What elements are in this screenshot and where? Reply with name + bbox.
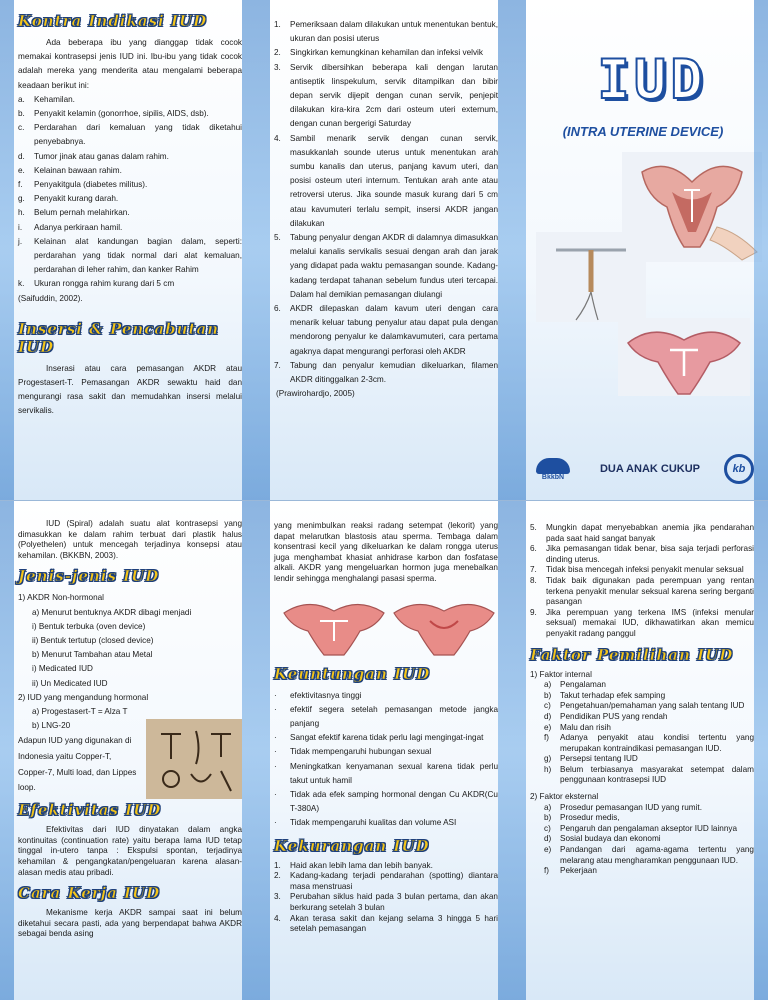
list-text: Kelainan bawaan rahim. xyxy=(34,165,122,175)
list-text: Kelainan alat kandungan bagian dalam, seperti: perdarahan yang tidak normal dari alat kemaluan, perdarahan di leher rahim, dan kanker Rahim xyxy=(34,236,242,275)
list-marker: · xyxy=(274,747,277,757)
list-marker: 6. xyxy=(274,304,281,314)
list-marker: a. xyxy=(18,94,25,104)
panel-kontra-indikasi xyxy=(0,0,256,500)
list-marker: i. xyxy=(18,222,23,232)
list-text: Tidak baik digunakan pada perempuan yang rentan terkena penyakit menular seksual karena sering berganti pasangan xyxy=(546,575,754,607)
faktor-eksternal-label: 2) Faktor eksternal xyxy=(530,792,599,802)
list-marker: · xyxy=(274,690,277,700)
list-text: Malu dan risih xyxy=(560,722,611,732)
list-item xyxy=(18,164,242,178)
jenis-a-ii: ii) Bentuk tertutup (closed device) xyxy=(32,635,154,645)
list-text: Belum pernah melahirkan. xyxy=(34,208,130,218)
list-item xyxy=(274,788,498,816)
list-item xyxy=(544,680,754,691)
list-item xyxy=(274,892,498,913)
list-text: Pemeriksaan dalam dilakukan untuk menentukan bentuk, ukuran dan posisi uterus xyxy=(290,20,498,44)
list-text: AKDR dilepaskan dalam kavum uteri dengan cara menarik keluar tabung penyalur atau dapat pula dengan mendorong penyalur ke dalamkavumuteri, cara pertama agaknya dapat mengurangi perforasi oleh AKDR xyxy=(290,304,498,356)
list-marker: f) xyxy=(544,866,550,876)
list-item xyxy=(18,192,242,206)
list-text: Tidak bisa mencegah infeksi penyakit menular seksual xyxy=(546,565,744,575)
faktor-eksternal-list xyxy=(544,803,754,877)
list-text: Ukuran rongga rahim kurang dari 5 cm xyxy=(34,279,175,289)
panel-jenis xyxy=(0,501,256,1000)
list-text: Pengetahuan/pemahaman yang salah tentang IUD xyxy=(560,701,745,711)
kb-logo-text: kb xyxy=(732,463,746,475)
iud-device-icon xyxy=(536,232,646,322)
list-marker: a) xyxy=(544,680,552,690)
cara-kerja-continued: yang menimbulkan reaksi radang setempat (lekorit) yang dapat melarutkan blastosis atau sperma. Tembaga dalam konsentrasi kecil yang dikeluarkan ke dalam rongga uterus juga menghambat khasiat anhidrase karbon dan fosfatase alkali. AKDR yang mengeluarkan hormon juga menebalkan lendir sehingga menghalangi pasasi sperma. xyxy=(274,521,498,583)
list-text: Pekerjaan xyxy=(560,866,597,876)
list-text: Tabung penyalur dengan AKDR di dalamnya dimasukkan melalui kanalis servikalis sesuai dengan arah dan jarak yang didapat pada waktu pemasangan sounde. Kadang-kadang terdapat tahanan sebelum fundus uteri tercapai. Dalam hal demikian pemasangan diulangi xyxy=(290,233,498,299)
kekurangan-list-part2 xyxy=(530,523,754,640)
list-item xyxy=(544,701,754,712)
list-marker: 1. xyxy=(274,20,281,29)
list-marker: 5. xyxy=(274,233,281,243)
list-item xyxy=(544,803,754,814)
list-item xyxy=(274,914,498,935)
list-marker: 3. xyxy=(274,62,281,72)
list-item xyxy=(18,235,242,278)
heading-kekurangan: Kekurangan IUD xyxy=(274,836,430,855)
heading-insersi: Insersi & Pencabutan IUD xyxy=(18,319,220,356)
list-item xyxy=(274,871,498,892)
list-marker: · xyxy=(274,818,277,828)
list-item xyxy=(274,745,498,759)
kekurangan-list-part1 xyxy=(274,861,498,935)
list-text: Belum terbiasanya masyarakat setempat dalam penggunaan kontrasepsi IUD xyxy=(560,764,754,785)
list-item xyxy=(530,523,754,544)
list-marker: a) xyxy=(544,802,552,812)
list-marker: b) xyxy=(544,690,552,700)
list-item xyxy=(274,760,498,788)
list-text: Servik dibersihkan beberapa kali dengan larutan antiseptik linspekulum, servik ditampilkan dan bibir depan servik dijepit dengan cunan servik, penjepit dilakukan kira-kira 2cm dari osteum uteri externum, dengan cunan bergerigi Saturday xyxy=(290,62,498,129)
steps-list xyxy=(274,18,498,387)
list-text: Pandangan dari agama-agama tertentu yang melarang atau mengharamkan penggunaan IUD. xyxy=(560,845,754,865)
list-text: Jika pemasangan tidak benar, bisa saja terjadi perforasi dinding uterus. xyxy=(546,544,754,564)
intro-text: IUD (Spiral) adalah suatu alat kontrasepsi yang dimasukkan ke dalam rahim terbuat dari plastik halus (Polyethelen) untuk mencegah terjadinya konsepsi atau kehamilan. (BKKBN, 2003). xyxy=(18,519,242,560)
list-item xyxy=(544,813,754,824)
list-text: Tidak ada efek samping hormonal dengan Cu AKDR(Cu T-380A) xyxy=(290,789,498,814)
list-text: Tidak mempengaruhi kualitas dan volume ASI xyxy=(290,818,457,828)
kontra-list xyxy=(18,93,242,292)
jenis-indo-row xyxy=(18,719,242,799)
list-marker: 9. xyxy=(530,607,537,617)
list-marker: 3. xyxy=(274,892,281,902)
list-text: Kehamilan. xyxy=(34,94,75,104)
faktor-internal-label: 1) Faktor internal xyxy=(530,669,592,679)
list-marker: h) xyxy=(544,764,552,774)
list-marker: · xyxy=(274,704,277,714)
list-text: Adanya penyakit atau kondisi tertentu yang merupakan kontraindikasi pemasangan IUD. xyxy=(560,733,754,753)
list-marker: 8. xyxy=(530,575,537,585)
list-item xyxy=(274,231,498,302)
list-item xyxy=(544,834,754,845)
list-text: Persepsi tentang IUD xyxy=(560,754,638,764)
list-text: efektivitasnya tinggi xyxy=(290,690,362,700)
jenis-indo-text: Adapun IUD yang digunakan di Indonesia yaitu Copper-T, Copper-7, Multi load, dan Lippes loop. xyxy=(18,736,137,793)
list-marker: · xyxy=(274,789,277,799)
list-item xyxy=(274,703,498,731)
list-marker: c. xyxy=(18,123,25,133)
list-item xyxy=(544,866,754,877)
list-item xyxy=(530,544,754,565)
list-item xyxy=(18,150,242,164)
list-text: Tidak mempengaruhi hubungan sexual xyxy=(290,747,432,757)
bkkbn-logo xyxy=(530,458,576,481)
cover-subtitle: (INTRA UTERINE DEVICE) xyxy=(562,124,724,139)
list-marker: b. xyxy=(18,109,25,119)
list-text: Sangat efektif karena tidak perlu lagi mengingat-ingat xyxy=(290,733,484,743)
list-marker: b) xyxy=(544,813,552,823)
heading-keuntungan: Keuntungan IUD xyxy=(274,664,431,683)
list-item xyxy=(530,565,754,576)
list-item xyxy=(544,754,754,765)
uterus-with-iud-icon xyxy=(618,318,750,396)
list-text: Mungkin dapat menyebabkan anemia jika pendarahan pada saat haid sangat banyak xyxy=(546,523,754,543)
list-marker: 2. xyxy=(274,871,281,881)
list-item xyxy=(18,277,242,291)
list-item xyxy=(544,733,754,754)
list-text: Singkirkan kemungkinan kehamilan dan infeksi velvik xyxy=(290,48,483,58)
list-item xyxy=(544,691,754,702)
list-text: Haid akan lebih lama dan lebih banyak. xyxy=(290,860,433,870)
panel-faktor-pemilihan xyxy=(512,501,768,1000)
heading-faktor-pemilihan: Faktor Pemilihan IUD xyxy=(530,645,734,664)
heading-kontra-indikasi: Kontra Indikasi IUD xyxy=(18,12,208,30)
list-item xyxy=(274,689,498,703)
list-marker: g. xyxy=(18,194,25,204)
panel-cover xyxy=(512,0,768,500)
list-marker: e. xyxy=(18,165,25,175)
list-text: Prosedur medis, xyxy=(560,813,620,823)
list-text: Tabung dan penyalur kemudian dikeluarkan, filamen AKDR ditinggalkan 2-3cm. xyxy=(290,360,498,385)
insersi-text: Inserasi atau cara pemasangan AKDR atau Progestasert-T. Pemasangan AKDR sewaktu haid dan mengurangi rasa sakit dan memudahkan insersi melalui servikalis. xyxy=(18,363,242,416)
list-item xyxy=(18,93,242,107)
list-text: Prosedur pemasangan IUD yang rumit. xyxy=(560,802,702,812)
iud-types-photo-icon xyxy=(146,719,242,799)
faktor-internal-list xyxy=(544,680,754,786)
list-item xyxy=(544,712,754,723)
list-text: Meningkatkan kenyamanan sexual karena tidak perlu takut untuk hamil xyxy=(290,761,498,785)
uterus-diagram-icon xyxy=(280,595,498,657)
list-item xyxy=(274,61,498,132)
list-item xyxy=(18,121,242,149)
list-text: Adanya perkiraan hamil. xyxy=(34,222,123,232)
list-item xyxy=(544,723,754,734)
list-item xyxy=(544,845,754,866)
list-item xyxy=(530,576,754,608)
heading-cara-kerja: Cara Kerja IUD xyxy=(18,884,161,903)
list-text: efektif segera setelah pemasangan metode jangka panjang xyxy=(290,704,498,728)
list-item xyxy=(544,824,754,835)
list-text: Kadang-kadang terjadi pendarahan (spotting) diantara masa menstruasi xyxy=(290,871,498,891)
cover-footer xyxy=(530,452,754,486)
list-marker: e) xyxy=(544,722,552,732)
list-text: Sosial budaya dan ekonomi xyxy=(560,834,661,844)
list-item xyxy=(274,46,498,60)
list-text: Takut terhadap efek samping xyxy=(560,690,666,700)
heading-efektivitas: Efektivitas IUD xyxy=(18,801,162,820)
kontra-source: (Saifuddin, 2002). xyxy=(18,293,83,303)
list-item xyxy=(544,765,754,786)
list-text: Pengalaman xyxy=(560,680,606,690)
list-marker: d) xyxy=(544,834,552,844)
bkkbn-logo-text: BkkbN xyxy=(541,473,565,481)
list-item xyxy=(274,359,498,387)
list-text: Akan terasa sakit dan kejang selama 3 hingga 5 hari setelah pemasangan xyxy=(290,913,498,934)
cover-title: IUD xyxy=(597,48,707,111)
jenis-b: b) Menurut Tambahan atau Metal xyxy=(32,650,153,660)
list-item xyxy=(274,731,498,745)
list-item xyxy=(274,861,498,872)
keuntungan-list xyxy=(274,689,498,831)
jenis-a-i: i) Bentuk terbuka (oven device) xyxy=(32,621,146,631)
list-marker: 6. xyxy=(530,544,537,554)
list-text: Perdarahan dari kemaluan yang tidak diketahui penyebabnya. xyxy=(34,123,242,147)
list-marker: 7. xyxy=(274,360,281,370)
list-marker: c) xyxy=(544,701,551,711)
jenis-b-ii: ii) Un Medicated IUD xyxy=(32,678,108,688)
jenis-l2a: a) Progestasert-T = Alza T xyxy=(32,707,128,716)
list-marker: h. xyxy=(18,208,25,218)
jenis-l1: 1) AKDR Non-hormonal xyxy=(18,593,105,603)
list-text: Perubahan siklus haid pada 3 bulan pertama, dan akan berkurang setelah 3 bulan xyxy=(290,892,498,912)
list-marker: g) xyxy=(544,754,552,764)
brochure-inside xyxy=(0,500,768,1000)
list-item xyxy=(274,816,498,830)
cara-kerja-text: Mekanisme kerja AKDR sampai saat ini belum diketahui secara pasti, ada yang berpendapat bahwa AKDR sebagai benda asing xyxy=(18,908,242,939)
list-text: Pendidikan PUS yang rendah xyxy=(560,711,668,721)
list-text: Jika perempuan yang terkena IMS (infeksi menular seksual) memakai IUD, dikhawatirkan akan memicu penyakit radang panggul xyxy=(546,607,754,638)
kontra-intro: Ada beberapa ibu yang dianggap tidak cocok memakai kontrasepsi jenis IUD ini. Ibu-ibu yang tidak cocok adalah mereka yang menderita atau mengalami beberapa keadaan berikut ini: xyxy=(18,38,242,90)
efektivitas-text: Efektivitas dari IUD dinyatakan dalam angka kontinuitas (continuation rate) yaitu berapa lama IUD tetap tinggal in-utero tanpa : Ekspulsi spontan, terjadinya kehamilan & pengangkatan/pengeluaran karena alasan-alasan medis atau pribadi. xyxy=(18,825,242,877)
list-marker: e) xyxy=(544,845,552,855)
list-text: Penyakit kurang darah. xyxy=(34,194,119,204)
list-item xyxy=(530,608,754,640)
panel-pemasangan-steps xyxy=(256,0,512,500)
list-marker: d) xyxy=(544,711,552,721)
list-text: Tumor jinak atau ganas dalam rahim. xyxy=(34,151,169,161)
list-marker: 5. xyxy=(530,523,537,532)
list-item xyxy=(18,206,242,220)
jenis-b-i: i) Medicated IUD xyxy=(32,664,93,674)
list-item xyxy=(274,18,498,46)
jenis-l2b: b) LNG-20 xyxy=(32,721,71,731)
bkkbn-logo-icon xyxy=(536,458,570,474)
list-marker: 2. xyxy=(274,48,281,58)
list-marker: d. xyxy=(18,151,25,161)
list-item xyxy=(18,107,242,121)
cover-slogan: DUA ANAK CUKUP xyxy=(599,463,700,475)
list-marker: 1. xyxy=(274,860,281,870)
list-item xyxy=(274,132,498,231)
list-marker: 7. xyxy=(530,565,537,575)
list-marker: · xyxy=(274,733,277,743)
list-text: Penyakitgula (diabetes militus). xyxy=(34,180,148,190)
list-marker: f) xyxy=(544,733,550,743)
jenis-l2: 2) IUD yang mengandung hormonal xyxy=(18,692,149,702)
heading-jenis: Jenis-jenis IUD xyxy=(18,567,160,586)
list-marker: 4. xyxy=(274,913,281,923)
list-marker: j. xyxy=(18,236,23,246)
list-text: Sambil menarik servik dengan cunan servik, masukkanlah sounde uterus untuk menentukan arah sumbu kanalis dan uterus, panjang kavum uteri, dan posisi osteum uteri internum. Tentukan arah ante atau retroversi uterus. Jika sounde masuk kurang dari 5 cm atau kavumuteri terlalu sempit, insersi AKDR jangan dilakukan xyxy=(290,133,498,228)
list-marker: · xyxy=(274,761,277,771)
list-marker: k. xyxy=(18,279,25,289)
list-marker: f. xyxy=(18,180,23,190)
list-text: Penyakit kelamin (gonorrhoe, sipilis, AIDS, dsb). xyxy=(34,109,209,119)
jenis-a: a) Menurut bentuknya AKDR dibagi menjadi xyxy=(32,607,192,617)
list-marker: 4. xyxy=(274,133,281,143)
list-item xyxy=(274,302,498,359)
list-text: Pengaruh dan pengalaman akseptor IUD lainnya xyxy=(560,823,738,833)
list-item xyxy=(18,221,242,235)
list-marker: c) xyxy=(544,823,551,833)
steps-source: (Prawirohardjo, 2005) xyxy=(276,389,355,399)
kb-logo-icon xyxy=(724,454,754,484)
panel-keuntungan xyxy=(256,501,512,1000)
list-item xyxy=(18,178,242,192)
